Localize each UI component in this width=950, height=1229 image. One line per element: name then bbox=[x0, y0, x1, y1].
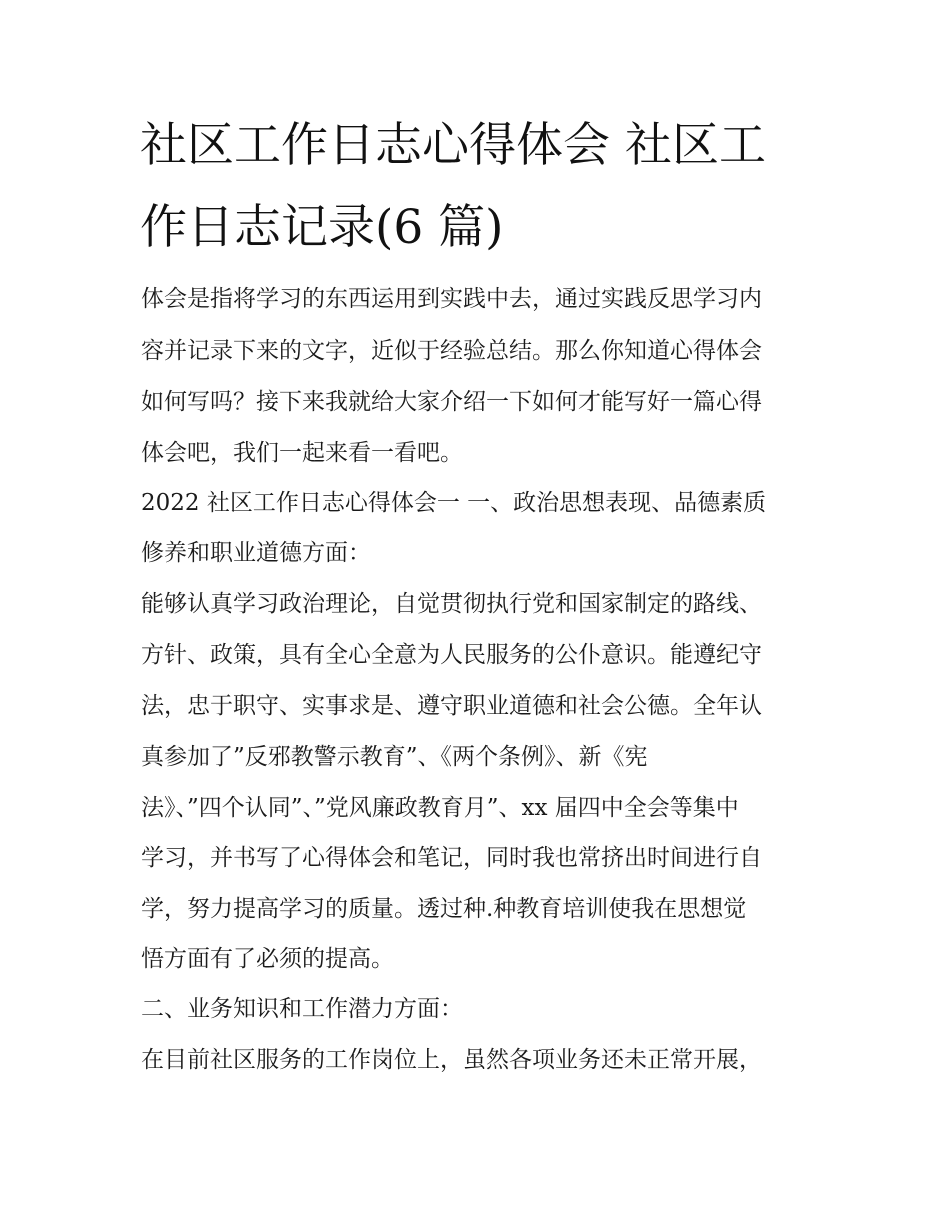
section-heading-line: 2022 社区工作日志心得体会一 一、政治思想表现、品德素质 bbox=[141, 490, 767, 516]
paragraph-line: 在目前社区服务的工作岗位上，虽然各项业务还未正常开展， bbox=[141, 1047, 762, 1073]
paragraph-line: 容并记录下来的文字，近似于经验总结。那么你知道心得体会 bbox=[141, 338, 762, 364]
paragraph-line: 方针、政策，具有全心全意为人民服务的公仆意识。能遵纪守 bbox=[141, 642, 762, 668]
paragraph-line: 能够认真学习政治理论，自觉贯彻执行党和国家制定的路线、 bbox=[141, 591, 762, 617]
paragraph-line: 学，努力提高学习的质量。透过种.种教育培训使我在思想觉 bbox=[141, 896, 747, 922]
section-heading-line: 二、业务知识和工作潜力方面： bbox=[141, 996, 463, 1022]
section-heading-line: 修养和职业道德方面： bbox=[141, 540, 371, 566]
paragraph-line: 体会是指将学习的东西运用到实践中去，通过实践反思学习内 bbox=[141, 286, 762, 312]
title-line-1: 社区工作日志心得体会 社区工 bbox=[140, 118, 766, 173]
paragraph-line: 学习，并书写了心得体会和笔记，同时我也常挤出时间进行自 bbox=[141, 845, 762, 871]
paragraph-line: 悟方面有了必须的提高。 bbox=[141, 946, 394, 972]
paragraph-line: 体会吧，我们一起来看一看吧。 bbox=[141, 440, 463, 466]
title-line-2: 作日志记录(6 篇) bbox=[140, 200, 504, 255]
paragraph-line: 如何写吗？接下来我就给大家介绍一下如何才能写好一篇心得 bbox=[141, 389, 762, 415]
paragraph-line: 法》、”四个认同”、”党风廉政教育月”、xx 届四中全会等集中 bbox=[141, 795, 739, 821]
paragraph-line: 法，忠于职守、实事求是、遵守职业道德和社会公德。全年认 bbox=[141, 693, 762, 719]
paragraph-line: 真参加了”反邪教警示教育”、《两个条例》、新《宪 bbox=[141, 744, 648, 770]
